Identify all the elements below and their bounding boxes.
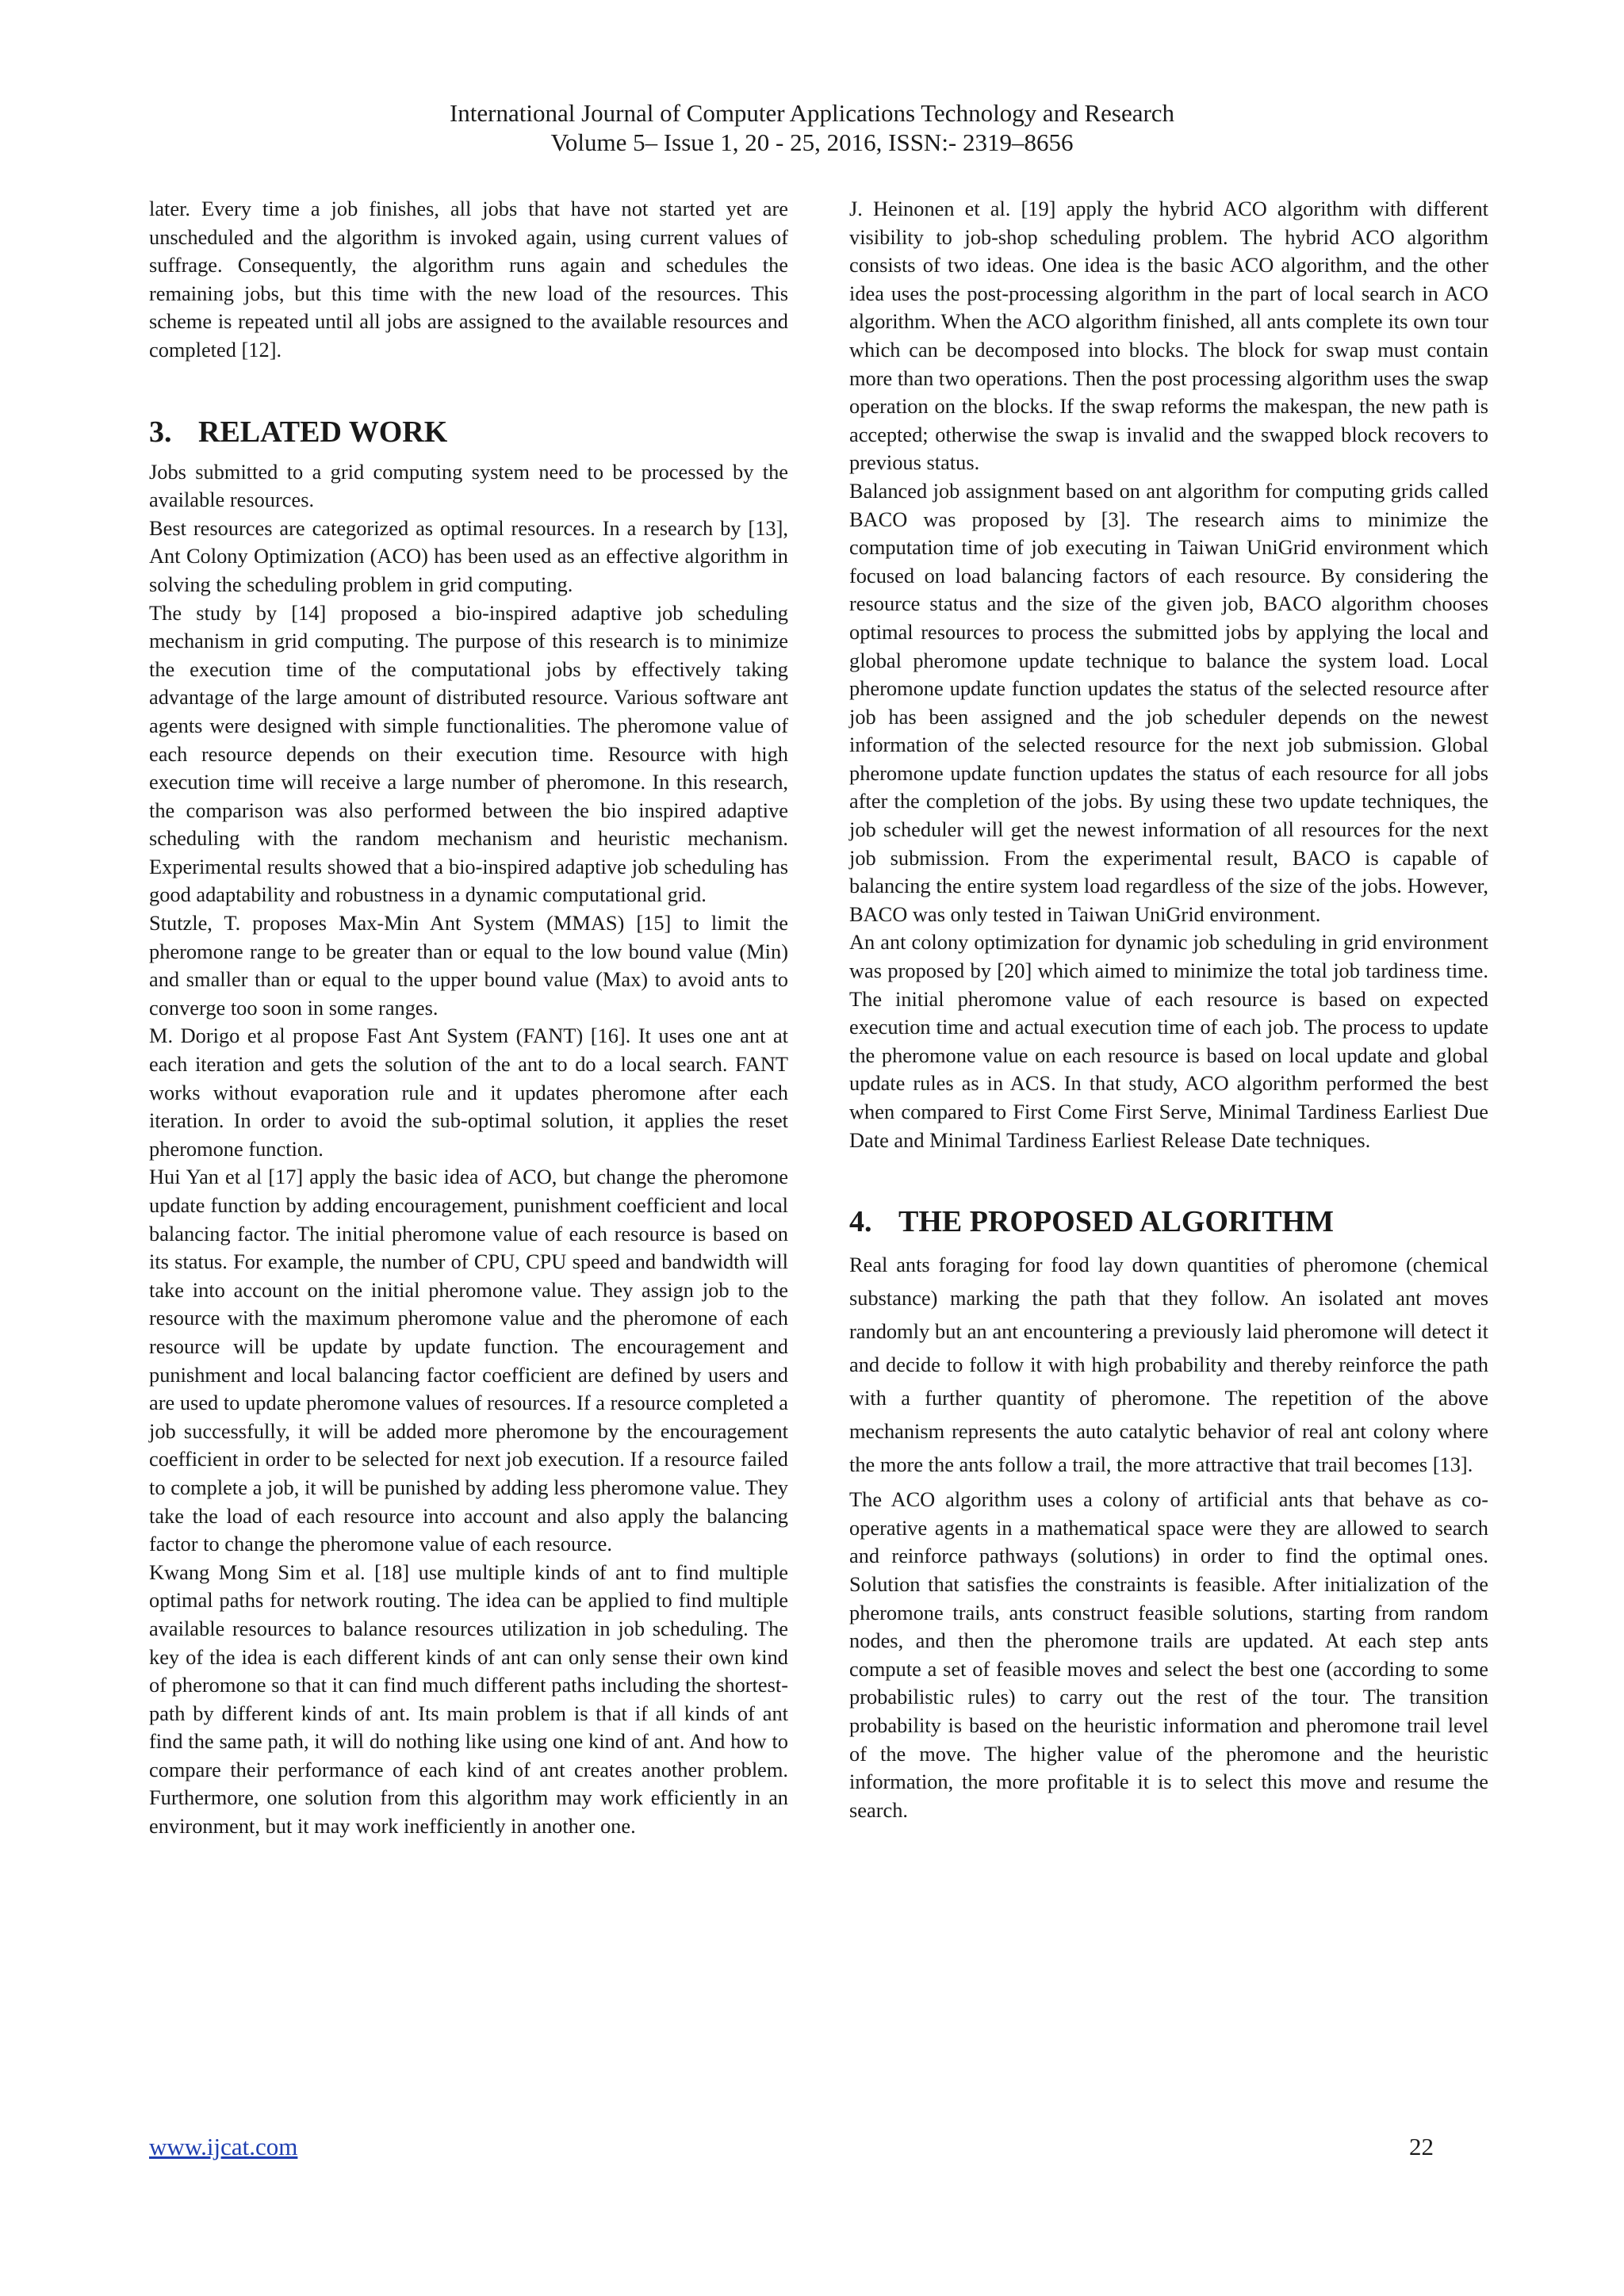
section-title: THE PROPOSED ALGORITHM [898, 1205, 1334, 1239]
paragraph: Real ants foraging for food lay down quantities of pheromone (chemical substance) marking the path that they follow. An isolated ant moves randomly but an ant encountering a previously laid pheromone will detect it and decide to follow it with high probability and thereby reinforce the path with a further quantity of pheromone. The repetition of the above mechanism represents the auto catalytic behavior of real ant colony where the more the ants follow a trail, the more attractive that trail becomes [13]. [849, 1253, 1488, 1477]
paragraph: Stutzle, T. proposes Max-Min Ant System (MMAS) [15] to limit the pheromone range to be greater than or equal to the low bound value (Min) and smaller than or equal to the upper bound value (Max) to avoid ants to converge too soon in some ranges. [149, 911, 788, 1020]
section-heading-proposed-algorithm [849, 1203, 1488, 1240]
page-number: 22 [1409, 2133, 1434, 2160]
left-column [149, 195, 788, 1841]
journal-header [0, 98, 1624, 157]
section-number: 4. [849, 1205, 872, 1239]
paragraph: An ant colony optimization for dynamic job scheduling in grid environment was proposed by [20] which aimed to minimize the total job tardiness time. The initial pheromone value of each resource is based on expected execution time and actual execution time of each job. The process to update the pheromone value on each resource is based on local update and global update rules as in ACS. In that study, ACO algorithm performed the best when compared to First Come First Serve, Minimal Tardiness Earliest Due Date and Minimal Tardiness Earliest Release Date techniques. [849, 930, 1488, 1152]
website-link[interactable]: www.ijcat.com [149, 2133, 298, 2160]
journal-volume-info: Volume 5– Issue 1, 20 - 25, 2016, ISSN:- 2319–8656 [550, 128, 1074, 156]
paragraph: Hui Yan et al [17] apply the basic idea of ACO, but change the pheromone update function by adding encouragement, punishment coefficient and local balancing factor. The initial pheromone value of each resource is based on its status. For example, the number of CPU, CPU speed and bandwidth will take into account on the initial pheromone value. They assign job to the resource with the maximum pheromone value and the pheromone of each resource will be update by update function. The encouragement and punishment and local balancing factor coefficient are defined by users and are used to update pheromone values of resources. If a resource completed a job successfully, it will be added more pheromone by the encouragement coefficient in order to be selected for next job execution. If a resource failed to complete a job, it will be punished by adding less pheromone value. They take the load of each resource into account and also apply the balancing factor to change the pheromone value of each resource. [149, 1165, 788, 1556]
paragraph: later. Every time a job finishes, all jobs that have not started yet are unscheduled and the algorithm is invoked again, using current values of suffrage. Consequently, the algorithm runs again and schedules the remaining jobs, but this time with the new load of the resources. This scheme is repeated until all jobs are assigned to the available resources and completed [12]. [149, 197, 788, 362]
page-footer [149, 2131, 1434, 2163]
paragraph: The ACO algorithm uses a colony of artificial ants that behave as co-operative agents in a mathematical space were they are allowed to search and reinforce pathways (solutions) in order to find the optimal ones. Solution that satisfies the constraints is feasible. After initialization of the pheromone trails, ants construct feasible solutions, starting from random nodes, and then the pheromone trails are updated. At each step ants compute a set of feasible moves and select the best one (according to some probabilistic rules) to carry out the rest of the tour. The transition probability is based on the heuristic information and pheromone trail level of the move. The higher value of the pheromone and the heuristic information, the more profitable it is to select this move and resume the search. [849, 1487, 1488, 1822]
section-title: RELATED WORK [198, 415, 448, 449]
right-column [849, 195, 1488, 1824]
paragraph: Best resources are categorized as optimal resources. In a research by [13], Ant Colony Optimization (ACO) has been used as an effective algorithm in solving the scheduling problem in grid computing. [149, 515, 788, 596]
paragraph: Balanced job assignment based on ant algorithm for computing grids called BACO was proposed by [3]. The research aims to minimize the computation time of job executing in Taiwan UniGrid environment which focused on load balancing factors of each resource. By considering the resource status and the size of the given job, BACO algorithm chooses optimal resources to process the submitted jobs by applying the local and global pheromone update technique to balance the system load. Local pheromone update function updates the status of the selected resource after job has been assigned and the job scheduler depends on the newest information of the selected resource for the next job submission. Global pheromone update function updates the status of each resource for all jobs after the completion of the jobs. By using these two update techniques, the job scheduler will get the newest information of all resources for the next job submission. From the experimental result, BACO is capable of balancing the entire system load regardless of the size of the jobs. However, BACO was only tested in Taiwan UniGrid environment. [849, 478, 1488, 926]
section-heading-related-work [149, 414, 788, 450]
paragraph: Jobs submitted to a grid computing system need to be processed by the available resources. [149, 459, 788, 512]
paragraph: Kwang Mong Sim et al. [18] use multiple kinds of ant to find multiple optimal paths for network routing. The idea can be applied to find multiple available resources to balance resources utilization in job scheduling. The key of the idea is each different kinds of ant can only sense their own kind of pheromone so that it can find much different paths including the shortest-path by different kinds of ant. Its main problem is that if all kinds of ant find the same path, it will do nothing like using one kind of ant. And how to compare their performance of each kind of ant creates another problem. Furthermore, one solution from this algorithm may work efficiently in an environment, but it may work inefficiently in another one. [149, 1559, 788, 1839]
paragraph: The study by [14] proposed a bio-inspired adaptive job scheduling mechanism in grid computing. The purpose of this research is to minimize the execution time of the computational jobs by effectively taking advantage of the large amount of distributed resource. Various software ant agents were designed with simple functionalities. The pheromone value of each resource depends on their execution time. Resource with high execution time will receive a large number of pheromone. In this research, the comparison was also performed between the bio inspired adaptive scheduling with the random mechanism and heuristic mechanism. Experimental results showed that a bio-inspired adaptive job scheduling has good adaptability and robustness in a dynamic computational grid. [149, 600, 788, 907]
paragraph: M. Dorigo et al propose Fast Ant System (FANT) [16]. It uses one ant at each iteration and gets the solution of the ant to do a local search. FANT works without evaporation rule and it updates pheromone after each iteration. In order to avoid the sub-optimal solution, it applies the reset pheromone function. [149, 1024, 788, 1161]
paragraph: J. Heinonen et al. [19] apply the hybrid ACO algorithm with different visibility to job-shop scheduling problem. The hybrid ACO algorithm consists of two ideas. One idea is the basic ACO algorithm, and the other idea uses the post-processing algorithm in the part of local search in ACO algorithm. When the ACO algorithm finished, all ants complete its own tour which can be decomposed into blocks. The block for swap must contain more than two operations. Then the post processing algorithm uses the swap operation on the blocks. If the swap reforms the makespan, the new path is accepted; otherwise the swap is invalid and the swapped block recovers to previous status. [849, 197, 1488, 475]
section-number: 3. [149, 415, 172, 449]
journal-title: International Journal of Computer Applications Technology and Research [449, 99, 1175, 127]
